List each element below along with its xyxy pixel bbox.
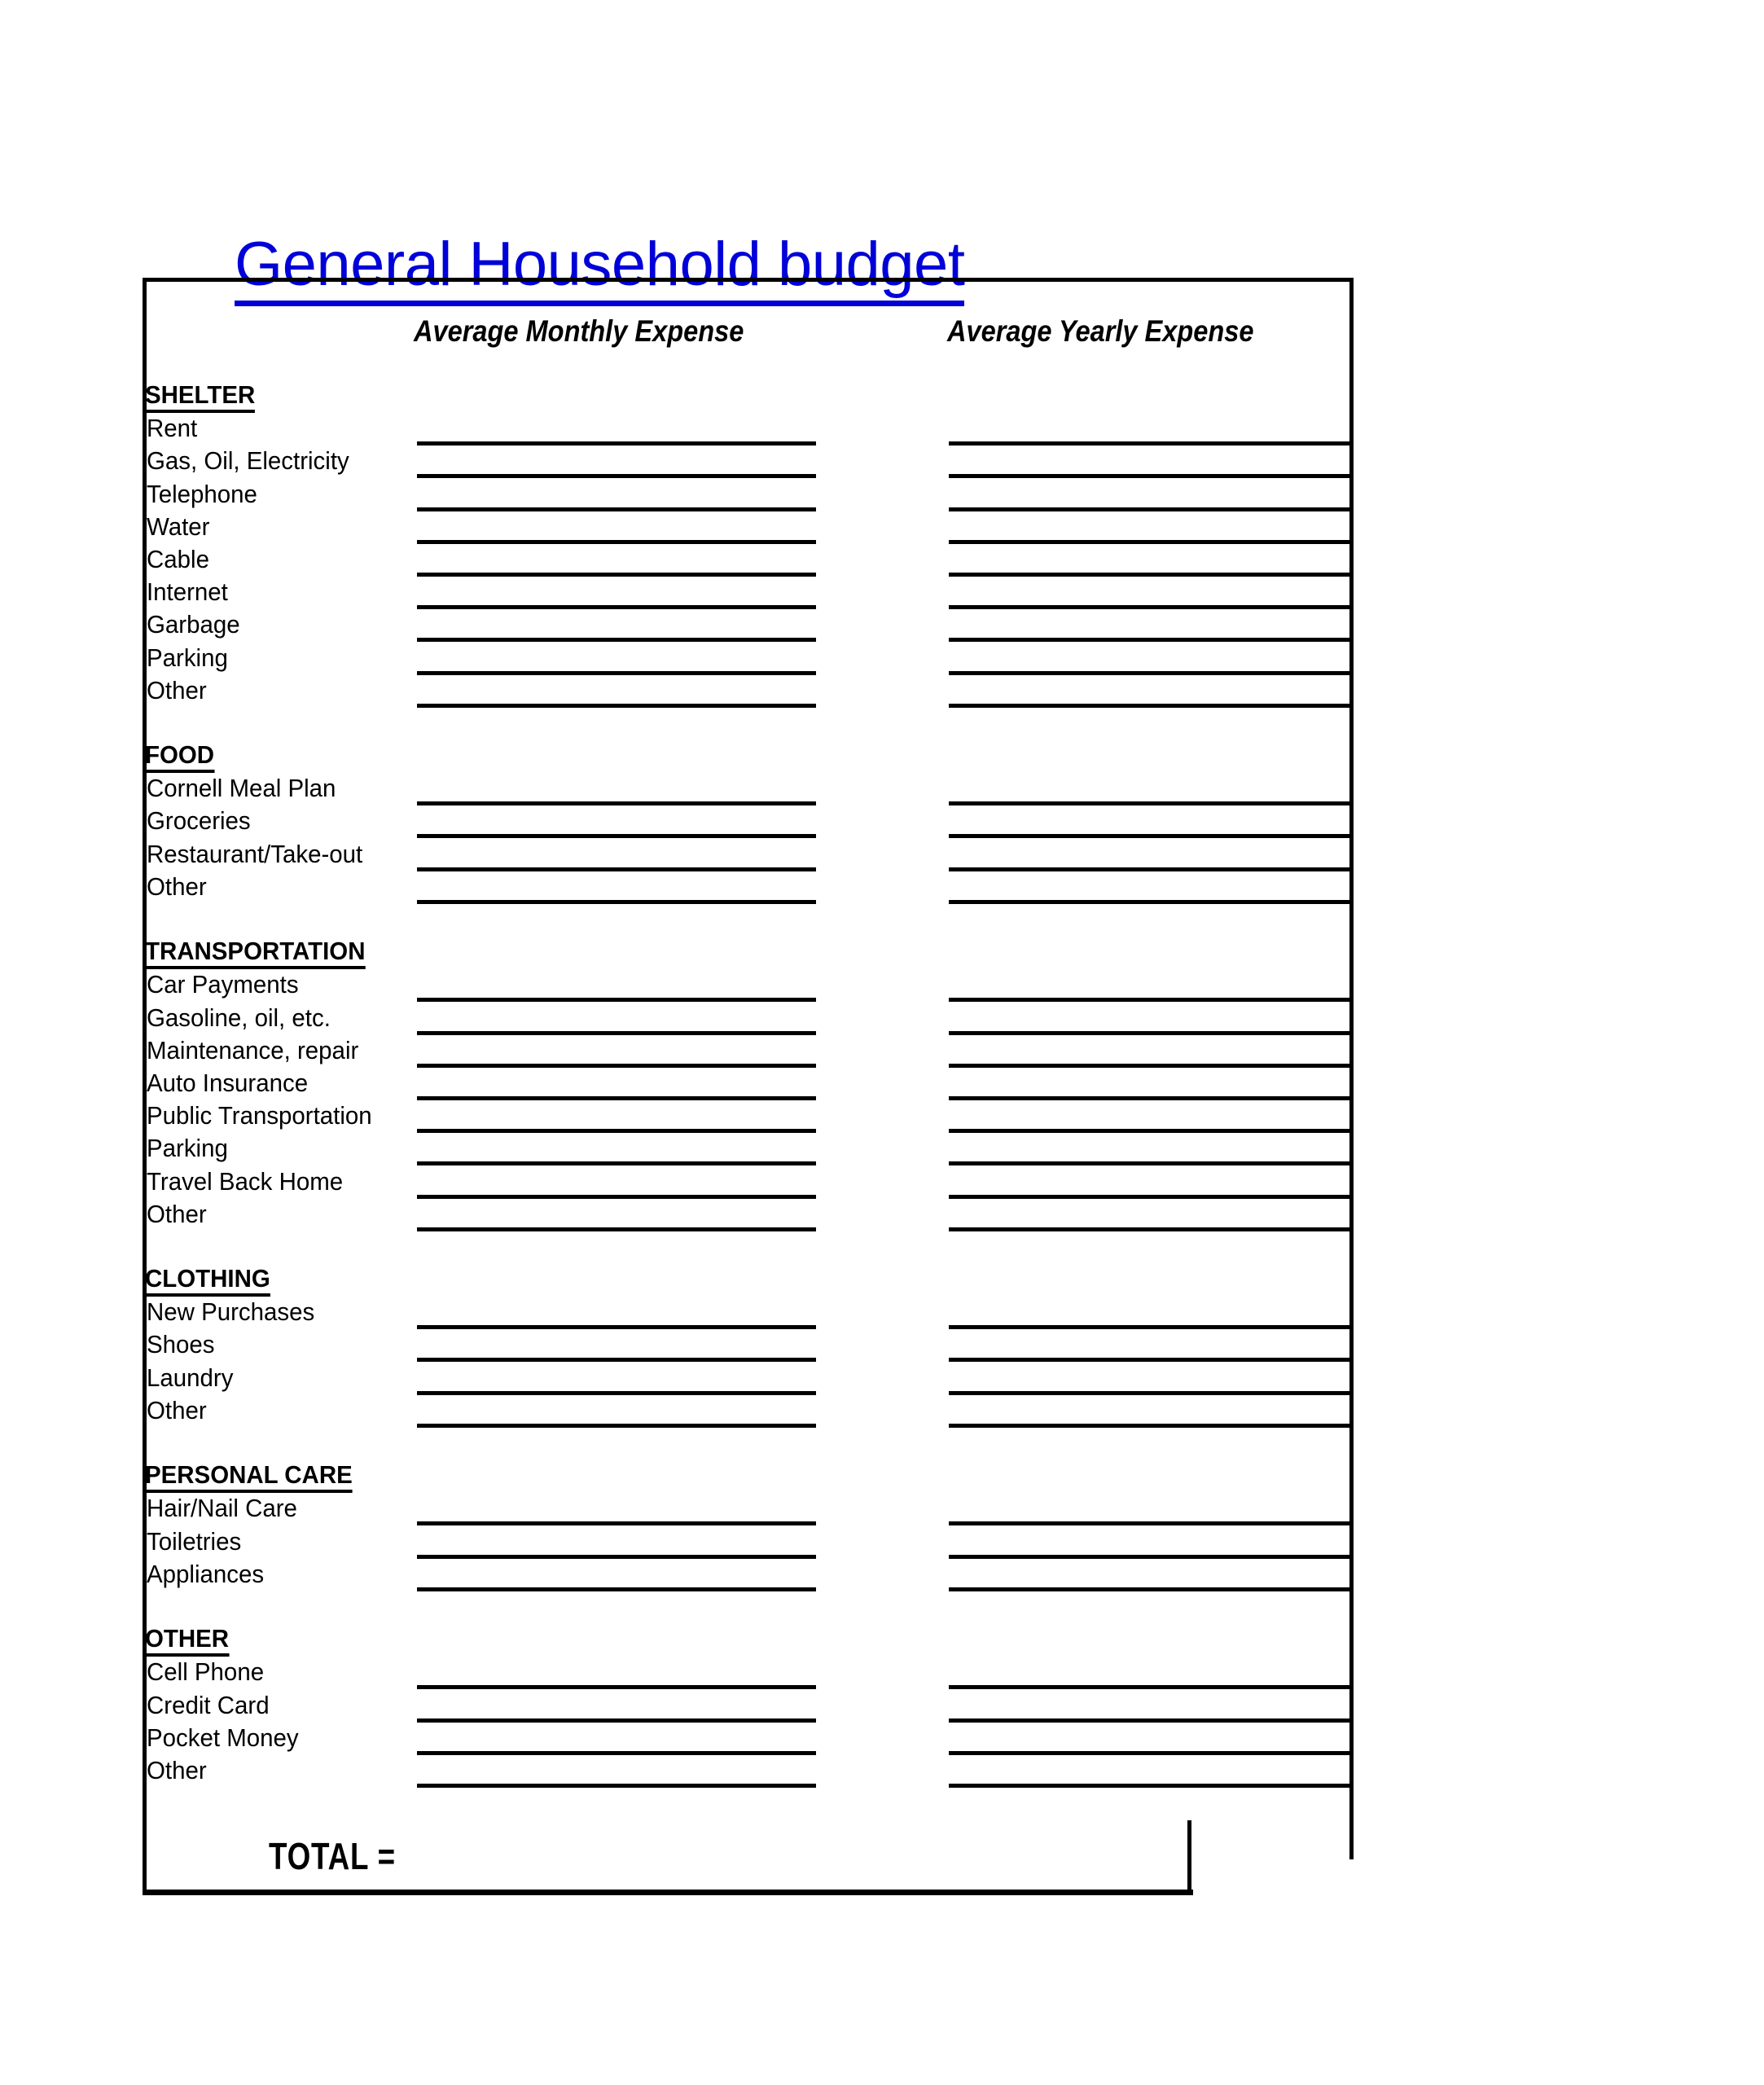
yearly-expense-blank-line[interactable] <box>949 900 1349 904</box>
yearly-expense-blank-line[interactable] <box>949 1161 1349 1165</box>
expense-label: Hair/Nail Care <box>147 1494 297 1523</box>
expense-row <box>145 1756 1354 1789</box>
monthly-expense-blank-line[interactable] <box>417 573 816 577</box>
yearly-expense-blank-line[interactable] <box>949 1784 1349 1788</box>
monthly-expense-blank-line[interactable] <box>417 1031 816 1035</box>
expense-row <box>145 1723 1354 1756</box>
expense-row <box>145 970 1354 1003</box>
yearly-expense-blank-line[interactable] <box>949 507 1349 511</box>
monthly-expense-blank-line[interactable] <box>417 1587 816 1591</box>
monthly-expense-blank-line[interactable] <box>417 1751 816 1755</box>
section-heading-row <box>145 381 1354 414</box>
monthly-expense-blank-line[interactable] <box>417 900 816 904</box>
section-heading-food: FOOD <box>145 741 214 773</box>
yearly-expense-blank-line[interactable] <box>949 1096 1349 1100</box>
expense-label: Groceries <box>147 806 251 836</box>
expense-row <box>145 840 1354 872</box>
monthly-expense-blank-line[interactable] <box>417 1129 816 1133</box>
expense-row <box>145 643 1354 676</box>
yearly-expense-blank-line[interactable] <box>949 867 1349 871</box>
monthly-expense-blank-line[interactable] <box>417 507 816 511</box>
monthly-expense-blank-line[interactable] <box>417 1424 816 1428</box>
section-heading-clothing: CLOTHING <box>145 1265 270 1297</box>
monthly-expense-blank-line[interactable] <box>417 801 816 805</box>
expense-row <box>145 774 1354 806</box>
section-spacer <box>145 1592 1354 1625</box>
expense-row <box>145 1691 1354 1723</box>
expense-row <box>145 806 1354 839</box>
yearly-expense-blank-line[interactable] <box>949 540 1349 544</box>
section-heading-row <box>145 1625 1354 1657</box>
yearly-expense-blank-line[interactable] <box>949 1587 1349 1591</box>
expense-label: Rent <box>147 414 198 443</box>
expense-label: Other <box>147 675 207 705</box>
yearly-expense-blank-line[interactable] <box>949 801 1349 805</box>
monthly-expense-blank-line[interactable] <box>417 1195 816 1199</box>
yearly-expense-blank-line[interactable] <box>949 1195 1349 1199</box>
section-heading-row <box>145 741 1354 774</box>
monthly-expense-blank-line[interactable] <box>417 1391 816 1395</box>
expense-label: Other <box>147 1395 207 1424</box>
yearly-expense-blank-line[interactable] <box>949 1424 1349 1428</box>
expense-label: Public Transportation <box>147 1101 372 1130</box>
monthly-expense-blank-line[interactable] <box>417 1064 816 1068</box>
expense-label: Internet <box>147 577 228 607</box>
monthly-expense-blank-line[interactable] <box>417 1521 816 1525</box>
total-row-right-tick <box>1187 1820 1191 1894</box>
form-bottom-border <box>143 1890 1193 1895</box>
form-box-right-border-gap <box>1349 1859 1354 1895</box>
monthly-expense-blank-line[interactable] <box>417 1555 816 1559</box>
section-heading-row <box>145 1265 1354 1297</box>
expense-row <box>145 676 1354 709</box>
monthly-expense-blank-line[interactable] <box>417 1358 816 1362</box>
column-header-monthly: Average Monthly Expense <box>414 314 744 348</box>
expense-row <box>145 1527 1354 1560</box>
expense-label: Restaurant/Take-out <box>147 839 363 868</box>
monthly-expense-blank-line[interactable] <box>417 1685 816 1689</box>
yearly-expense-blank-line[interactable] <box>949 671 1349 675</box>
total-label: TOTAL = <box>269 1835 396 1877</box>
expense-label: Car Payments <box>147 970 299 999</box>
monthly-expense-blank-line[interactable] <box>417 1227 816 1231</box>
monthly-expense-blank-line[interactable] <box>417 1161 816 1165</box>
column-header-yearly: Average Yearly Expense <box>947 314 1254 348</box>
yearly-expense-blank-line[interactable] <box>949 998 1349 1002</box>
expense-label: Parking <box>147 643 228 672</box>
expense-label: Cell Phone <box>147 1657 265 1687</box>
expense-row <box>145 1560 1354 1592</box>
yearly-expense-blank-line[interactable] <box>949 1064 1349 1068</box>
yearly-expense-blank-line[interactable] <box>949 638 1349 642</box>
expense-label: Gas, Oil, Electricity <box>147 446 349 476</box>
expense-label: Appliances <box>147 1559 265 1588</box>
yearly-expense-blank-line[interactable] <box>949 1031 1349 1035</box>
expense-row <box>145 1200 1354 1232</box>
section-spacer <box>145 1232 1354 1265</box>
section-heading-transportation: TRANSPORTATION <box>145 937 365 969</box>
expense-label: Credit Card <box>147 1690 270 1719</box>
monthly-expense-blank-line[interactable] <box>417 867 816 871</box>
yearly-expense-blank-line[interactable] <box>949 1751 1349 1755</box>
expense-label: Garbage <box>147 610 240 639</box>
expense-row <box>145 1297 1354 1330</box>
section-heading-row <box>145 937 1354 970</box>
expense-row <box>145 1330 1354 1363</box>
yearly-expense-blank-line[interactable] <box>949 834 1349 838</box>
section-spacer <box>145 1429 1354 1461</box>
expense-label: Other <box>147 1199 207 1228</box>
monthly-expense-blank-line[interactable] <box>417 1096 816 1100</box>
expense-row <box>145 1363 1354 1396</box>
expense-label: Cornell Meal Plan <box>147 774 336 803</box>
expense-row <box>145 512 1354 545</box>
section-heading-row <box>145 1461 1354 1494</box>
monthly-expense-blank-line[interactable] <box>417 704 816 708</box>
yearly-expense-blank-line[interactable] <box>949 573 1349 577</box>
expense-row <box>145 1101 1354 1134</box>
expense-row <box>145 1003 1354 1036</box>
expense-row <box>145 1657 1354 1690</box>
expense-label: New Purchases <box>147 1297 315 1327</box>
yearly-expense-blank-line[interactable] <box>949 1129 1349 1133</box>
monthly-expense-blank-line[interactable] <box>417 441 816 446</box>
monthly-expense-blank-line[interactable] <box>417 671 816 675</box>
expense-row <box>145 414 1354 446</box>
expense-row <box>145 1069 1354 1101</box>
yearly-expense-blank-line[interactable] <box>949 1358 1349 1362</box>
yearly-expense-blank-line[interactable] <box>949 1685 1349 1689</box>
yearly-expense-blank-line[interactable] <box>949 1718 1349 1723</box>
expense-label: Auto Insurance <box>147 1068 309 1097</box>
section-heading-shelter: SHELTER <box>145 381 255 413</box>
expense-label: Other <box>147 1755 207 1784</box>
expense-row <box>145 446 1354 479</box>
expense-label: Laundry <box>147 1363 234 1392</box>
monthly-expense-blank-line[interactable] <box>417 605 816 609</box>
expense-label: Travel Back Home <box>147 1166 344 1196</box>
monthly-expense-blank-line[interactable] <box>417 638 816 642</box>
expense-label: Pocket Money <box>147 1723 299 1752</box>
expense-label: Telephone <box>147 479 257 508</box>
monthly-expense-blank-line[interactable] <box>417 474 816 478</box>
expense-label: Toiletries <box>147 1526 242 1556</box>
monthly-expense-blank-line[interactable] <box>417 998 816 1002</box>
section-heading-personal-care: PERSONAL CARE <box>145 1461 353 1493</box>
expense-row <box>145 1396 1354 1429</box>
expense-label: Water <box>147 511 210 541</box>
section-heading-other: OTHER <box>145 1625 229 1657</box>
monthly-expense-blank-line[interactable] <box>417 1784 816 1788</box>
expense-row <box>145 577 1354 610</box>
yearly-expense-blank-line[interactable] <box>949 605 1349 609</box>
expense-row <box>145 1134 1354 1166</box>
expense-label: Parking <box>147 1134 228 1163</box>
expense-row <box>145 1494 1354 1526</box>
expense-row <box>145 545 1354 577</box>
expense-row <box>145 480 1354 512</box>
monthly-expense-blank-line[interactable] <box>417 834 816 838</box>
yearly-expense-blank-line[interactable] <box>949 704 1349 708</box>
yearly-expense-blank-line[interactable] <box>949 1555 1349 1559</box>
expense-label: Cable <box>147 544 209 573</box>
page-title: General Household budget <box>235 234 964 306</box>
yearly-expense-blank-line[interactable] <box>949 1325 1349 1329</box>
yearly-expense-blank-line[interactable] <box>949 474 1349 478</box>
budget-rows-container <box>145 381 1354 1789</box>
expense-row <box>145 1036 1354 1069</box>
yearly-expense-blank-line[interactable] <box>949 1227 1349 1231</box>
expense-label: Shoes <box>147 1330 215 1359</box>
monthly-expense-blank-line[interactable] <box>417 1718 816 1723</box>
expense-row <box>145 610 1354 643</box>
expense-label: Maintenance, repair <box>147 1035 359 1064</box>
yearly-expense-blank-line[interactable] <box>949 1521 1349 1525</box>
monthly-expense-blank-line[interactable] <box>417 1325 816 1329</box>
expense-row <box>145 1167 1354 1200</box>
section-spacer <box>145 709 1354 741</box>
expense-label: Gasoline, oil, etc. <box>147 1003 331 1032</box>
yearly-expense-blank-line[interactable] <box>949 441 1349 446</box>
expense-label: Other <box>147 871 207 901</box>
expense-row <box>145 872 1354 905</box>
yearly-expense-blank-line[interactable] <box>949 1391 1349 1395</box>
monthly-expense-blank-line[interactable] <box>417 540 816 544</box>
section-spacer <box>145 905 1354 937</box>
